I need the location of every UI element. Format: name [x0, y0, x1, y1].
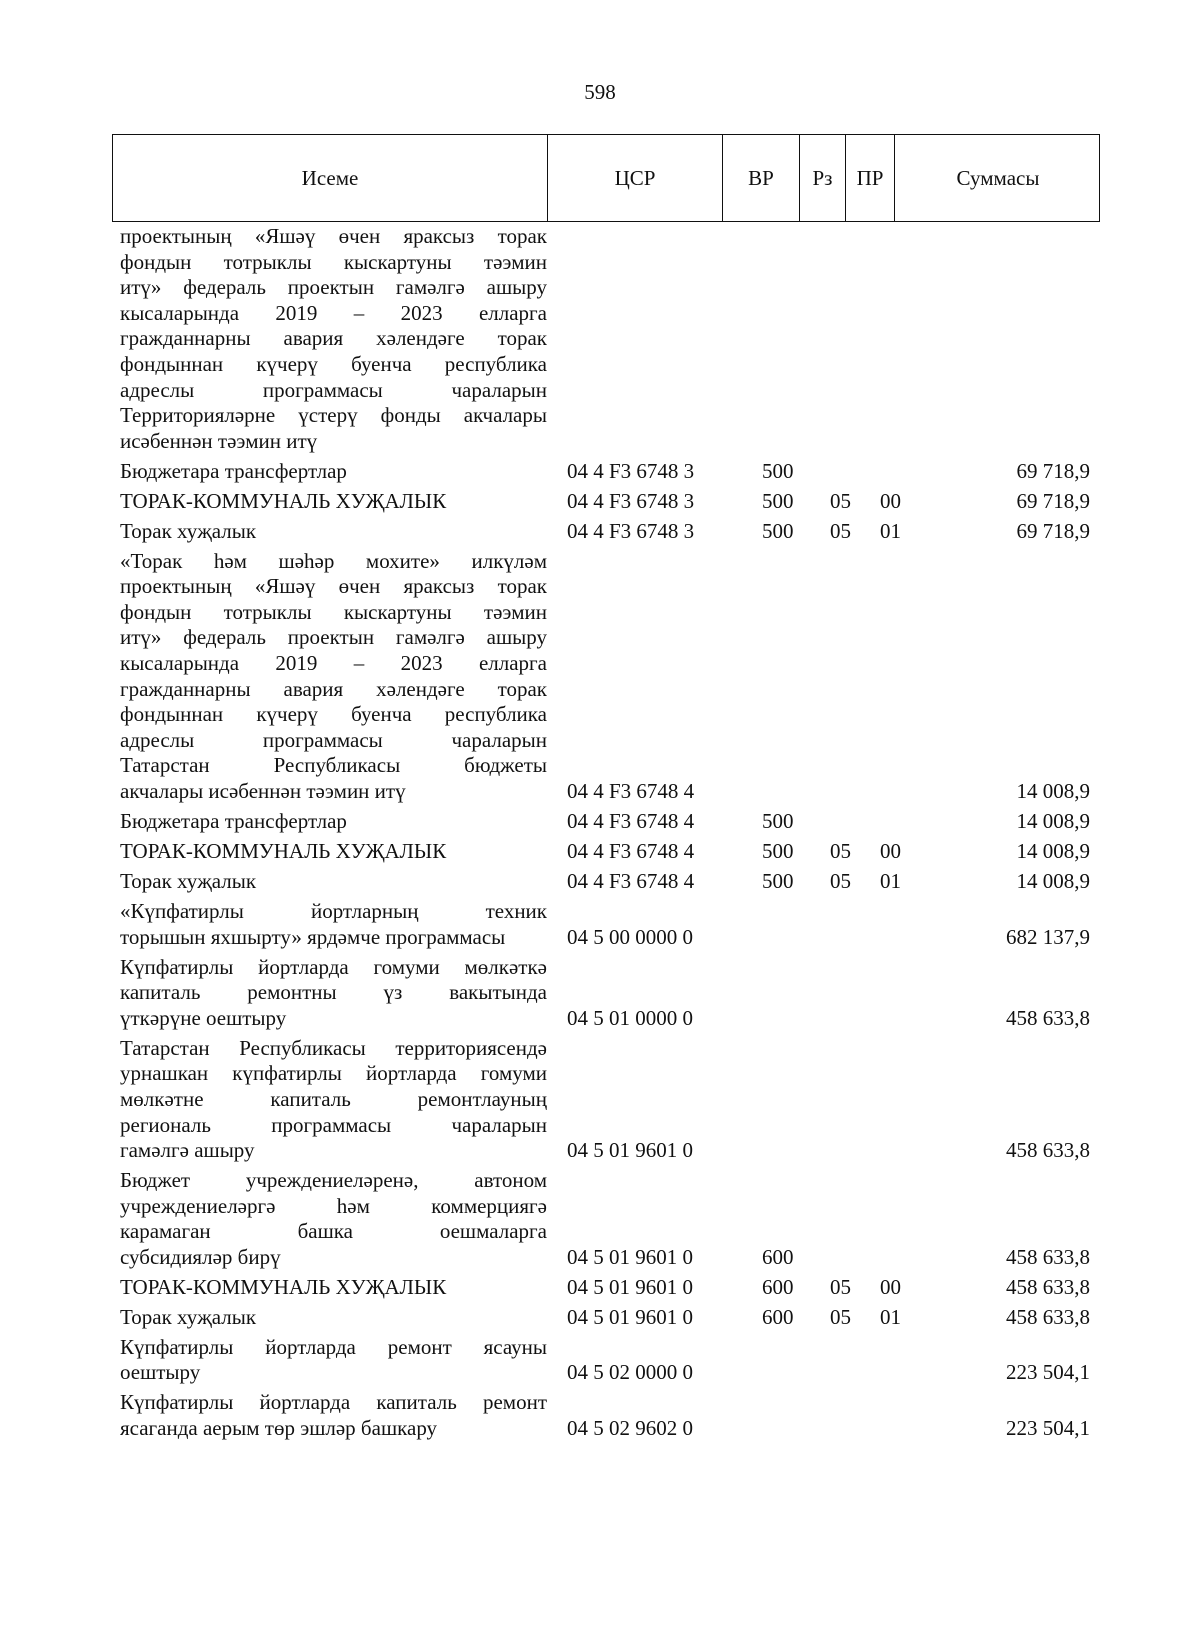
header-vr: ВР: [723, 135, 800, 221]
table-row: [112, 809, 1100, 835]
row-csr: 04 4 F3 6748 4: [567, 868, 695, 893]
row-csr: 04 5 01 0000 0: [567, 1005, 693, 1030]
row-name: [112, 955, 547, 1032]
table-row: [112, 1390, 1100, 1441]
row-name-line: Күпфатирлы йортларда ремонт ясауны: [120, 1334, 547, 1359]
row-name-line: кысаларында 2019 – 2023 елларга: [120, 651, 547, 676]
header-sum: Суммасы: [956, 165, 1040, 190]
row-csr: 04 4 F3 6748 3: [567, 458, 695, 483]
row-pr: 01: [880, 1304, 901, 1329]
row-rz: 05: [830, 1274, 851, 1299]
row-name-line: торышын яхшырту» ярдәмче программасы: [120, 924, 506, 949]
row-rz: 05: [830, 868, 851, 893]
row-name-line: фондын тотрыклы кыскартуны тәэмин: [120, 599, 547, 624]
row-sum: 14 008,9: [1016, 839, 1090, 863]
row-sum: 14 008,9: [1016, 868, 1090, 893]
row-name-line: проектының «Яшәү өчен яраксыз торак: [120, 574, 547, 599]
row-sum: 458 633,8: [1006, 1274, 1090, 1299]
row-sum: 458 633,8: [1006, 1138, 1090, 1163]
row-name-line: акчалары исәбеннән тәэмин итү: [120, 779, 406, 804]
row-csr: 04 4 F3 6748 3: [567, 488, 695, 513]
row-csr: 04 5 02 0000 0: [567, 1360, 693, 1385]
row-csr: 04 5 01 9601 0: [567, 1304, 693, 1329]
row-sum: 69 718,9: [1016, 458, 1090, 483]
row-name: [112, 1335, 547, 1386]
row-name-line: ТОРАК-КОММУНАЛЬ ХУҖАЛЫК: [120, 488, 447, 513]
row-name: [112, 809, 547, 835]
table-body: [112, 224, 1100, 1442]
row-vr: 500: [762, 839, 794, 863]
row-csr: 04 5 00 0000 0: [567, 924, 693, 949]
row-rz: 05: [830, 518, 851, 543]
row-vr: 500: [762, 809, 794, 834]
row-name-line: учреждениеләргә һәм коммерциягә: [120, 1193, 547, 1218]
row-sum: 14 008,9: [1016, 809, 1090, 834]
row-csr: 04 5 02 9602 0: [567, 1415, 693, 1440]
row-name-line: Күпфатирлы йортларда капиталь ремонт: [120, 1390, 547, 1415]
table-row: [112, 839, 1100, 865]
row-name-line: проектының «Яшәү өчен яраксыз торак: [120, 224, 547, 248]
row-rz: 05: [830, 1304, 851, 1329]
row-name-line: ясаганда аерым төр эшләр башкару: [120, 1415, 438, 1440]
row-name-line: «Күпфатирлы йортларның техник: [120, 898, 547, 923]
row-name-line: оештыру: [120, 1360, 201, 1385]
row-name: [112, 899, 547, 950]
row-name-line: адреслы программасы чараларын: [120, 377, 547, 402]
row-name-line: Күпфатирлы йортларда гомуми мөлкәткә: [120, 954, 547, 979]
row-name: [112, 1275, 547, 1301]
row-vr: 500: [762, 458, 794, 483]
row-csr: 04 5 01 9601 0: [567, 1138, 693, 1163]
header-rz: Рз: [800, 135, 846, 221]
row-name-line: «Торак һәм шәһәр мохите» илкүләм: [120, 548, 547, 573]
row-name: [112, 459, 547, 485]
row-name-line: карамаган башка оешмаларга: [120, 1219, 547, 1244]
row-name-line: гамәлгә ашыру: [120, 1138, 255, 1163]
row-name: [112, 519, 547, 545]
row-name-line: Бюджетара трансфертлар: [120, 809, 347, 834]
row-name-line: Татарстан Республикасы бюджеты: [120, 753, 547, 778]
row-name-line: мөлкәтне капиталь ремонтлауның: [120, 1086, 547, 1111]
row-sum: 223 504,1: [1006, 1415, 1090, 1440]
row-name: [112, 489, 547, 515]
table-row: [112, 1335, 1100, 1386]
header-pr: ПР: [846, 135, 895, 221]
row-name-line: Бюджетара трансфертлар: [120, 458, 347, 483]
row-pr: 01: [880, 518, 901, 543]
header-csr: ЦСР: [548, 135, 723, 221]
table-row: [112, 489, 1100, 515]
row-name-line: ТОРАК-КОММУНАЛЬ ХУҖАЛЫК: [120, 1274, 447, 1299]
row-csr: 04 5 01 9601 0: [567, 1244, 693, 1269]
row-name-line: урнашкан күпфатирлы йортларда гомуми: [120, 1061, 547, 1086]
row-pr: 00: [880, 488, 901, 513]
table-row: [112, 459, 1100, 485]
row-name-line: итү» федераль проектын гамәлгә ашыру: [120, 625, 547, 650]
header-name: Исеме: [113, 135, 548, 221]
row-csr: 04 4 F3 6748 4: [567, 839, 695, 863]
row-name: [112, 1390, 547, 1441]
row-name-line: Территорияләрне үстерү фонды акчалары: [120, 403, 547, 428]
row-name: [112, 1036, 547, 1164]
row-vr: 500: [762, 518, 794, 543]
page-number: 598: [584, 80, 616, 104]
row-name-line: субсидияләр бирү: [120, 1244, 281, 1269]
row-name-line: Торак хуҗалык: [120, 1304, 257, 1329]
row-name: [112, 1168, 547, 1270]
row-rz: 05: [830, 488, 851, 513]
row-sum: 458 633,8: [1006, 1005, 1090, 1030]
row-name-line: исәбеннән тәэмин итү: [120, 428, 318, 453]
table-row: [112, 224, 1100, 454]
row-name: [112, 549, 547, 805]
row-name-line: Бюджет учреждениеләренә, автоном: [120, 1168, 547, 1193]
table-row: [112, 1036, 1100, 1164]
row-sum: 458 633,8: [1006, 1304, 1090, 1329]
row-name-line: адреслы программасы чараларын: [120, 727, 547, 752]
row-name-line: Торак хуҗалык: [120, 868, 257, 893]
row-name-line: гражданнарны авария хәлендәге торак: [120, 326, 547, 351]
row-name: [112, 1305, 547, 1331]
table-row: [112, 899, 1100, 950]
row-sum: 69 718,9: [1016, 518, 1090, 543]
row-vr: 500: [762, 488, 794, 513]
row-sum: 682 137,9: [1006, 924, 1090, 949]
row-csr: 04 5 01 9601 0: [567, 1274, 693, 1299]
row-name-line: үткәрүне оештыру: [120, 1005, 287, 1030]
row-vr: 600: [762, 1304, 794, 1329]
row-sum: 223 504,1: [1006, 1360, 1090, 1385]
table-row: [112, 955, 1100, 1032]
row-rz: 05: [830, 839, 851, 863]
row-name-line: фондыннан күчерү буенча республика: [120, 351, 547, 376]
row-name-line: Торак хуҗалык: [120, 518, 257, 543]
table-row: [112, 1305, 1100, 1331]
row-name-line: кысаларында 2019 – 2023 елларга: [120, 300, 547, 325]
row-name-line: региональ программасы чараларын: [120, 1112, 547, 1137]
row-name-line: фондыннан күчерү буенча республика: [120, 702, 547, 727]
row-sum: 69 718,9: [1016, 488, 1090, 513]
row-name-line: фондын тотрыклы кыскартуны тәэмин: [120, 249, 547, 274]
row-vr: 600: [762, 1244, 794, 1269]
row-sum: 458 633,8: [1006, 1244, 1090, 1269]
row-vr: 500: [762, 868, 794, 893]
row-csr: 04 4 F3 6748 4: [567, 809, 695, 834]
row-pr: 00: [880, 839, 901, 863]
row-sum: 14 008,9: [1016, 779, 1090, 804]
row-name: [112, 224, 547, 454]
row-name-line: итү» федераль проектын гамәлгә ашыру: [120, 275, 547, 300]
table-header: [112, 134, 1100, 222]
row-name-line: гражданнарны авария хәлендәге торак: [120, 676, 547, 701]
row-name-line: ТОРАК-КОММУНАЛЬ ХУҖАЛЫК: [120, 839, 447, 863]
row-csr: 04 4 F3 6748 3: [567, 518, 695, 543]
row-pr: 01: [880, 868, 901, 893]
table-row: [112, 869, 1100, 895]
row-name: [112, 839, 547, 865]
row-csr: 04 4 F3 6748 4: [567, 779, 695, 804]
table-row: [112, 1275, 1100, 1301]
table-row: [112, 519, 1100, 545]
row-name-line: Татарстан Республикасы территориясендә: [120, 1035, 547, 1060]
row-name-line: капиталь ремонтны үз вакытында: [120, 980, 547, 1005]
table-row: [112, 549, 1100, 805]
row-pr: 00: [880, 1274, 901, 1299]
row-vr: 600: [762, 1274, 794, 1299]
row-name: [112, 869, 547, 895]
table-row: [112, 1168, 1100, 1270]
